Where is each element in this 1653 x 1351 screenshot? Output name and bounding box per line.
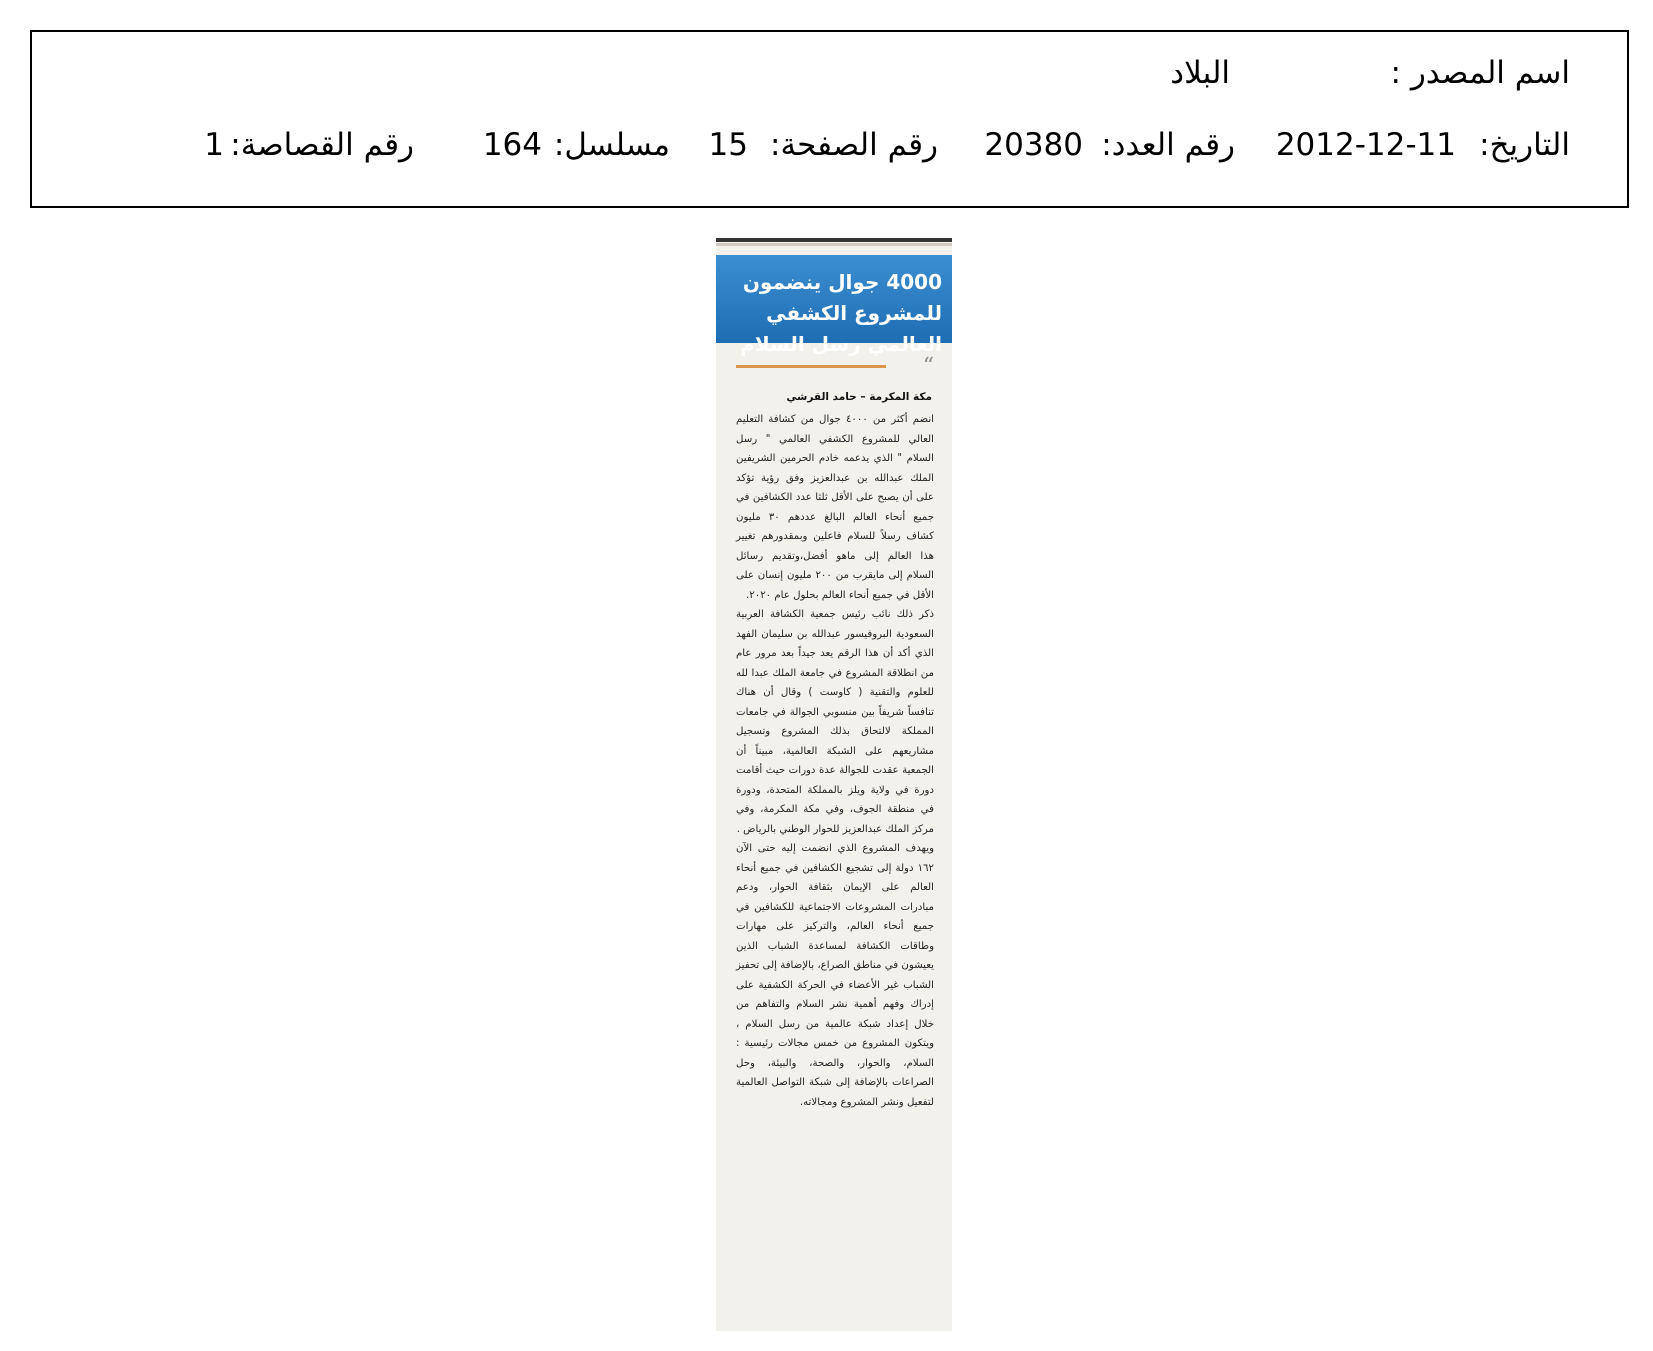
- article-byline: مكة المكرمة – حامد القرشي: [786, 391, 932, 403]
- issue-label: رقم العدد:: [1101, 127, 1235, 163]
- clip-label: رقم القصاصة:: [230, 127, 414, 163]
- page-label: رقم الصفحة:: [770, 127, 938, 163]
- metadata-box: [30, 30, 1629, 208]
- article-paragraph: ذكر ذلك نائب رئيس جمعية الكشافة العربية السعودية البروفيسور عبدالله بن سليمان الفهد الذي أكد أن هذا الرقم يعد جيداً بعد مرور عام من انطلاقة المشروع في جامعة الملك عبدا لله للعلوم والتقنية ( كاوست ) وقال أن هناك تنافساً شريفاً بين منسوبي الجوالة في جامعات المملكة لالتحاق بذلك المشروع وتسجيل مشاريعهم على الشبكة العالمية، مبيناً أن الجمعية عقدت للجوالة عدة دورات حيث أقامت دورة في ولاية ويلز بالمملكة المتحدة، ودورة في منطقة الجوف، وفي مكة المكرمة، وفي مركز الملك عبدالعزيز للحوار الوطني بالرياض .: [736, 609, 934, 835]
- divider-rule: [736, 365, 886, 368]
- issue-value: 20380: [984, 127, 1083, 163]
- article-paragraph: انضم أكثر من ٤٠٠٠ جوال من كشافة التعليم العالي للمشروع الكشفي العالمي " رسل السلام " الذي يدعمه خادم الحرمين الشريفين الملك عبدالله بن عبدالعزيز وفق رؤية تؤكد على أن يصبح على الأقل ثلثا عدد الكشافين في جميع أنحاء العالم البالغ عددهم ٣٠ مليون كشاف رسلاً للسلام فاعلين وبمقدورهم تغيير هذا العالم إلى ماهو أفضل،وتقديم رسائل السلام إلى مايقرب من ٢٠٠ مليون إنسان على الأقل في جميع أنحاء العالم بحلول عام ٢٠٢٠.: [736, 414, 934, 601]
- newspaper-clipping: [716, 238, 952, 1331]
- serial-label: مسلسل:: [553, 127, 670, 163]
- source-value: البلاد: [1170, 55, 1230, 91]
- page-value: 15: [708, 127, 748, 163]
- date-label: التاريخ:: [1479, 127, 1570, 163]
- source-label: اسم المصدر :: [1390, 55, 1570, 91]
- clip-value: 1: [204, 127, 224, 163]
- article-body: [736, 410, 934, 1112]
- clip-top-rule-light: [716, 243, 952, 246]
- headline-band: [716, 255, 952, 356]
- clip-top-rule: [716, 238, 952, 242]
- quote-mark-icon: “: [922, 354, 934, 379]
- article-paragraph: ويهدف المشروع الذي انضمت إليه حتى الآن ١٦٢ دولة إلى تشجيع الكشافين في جميع أنحاء العالم على الإيمان بثقافة الحوار، ودعم مبادرات المشروعات الاجتماعية للكشافين في جميع أنحاء العالم، والتركيز على مهارات وطاقات الكشافة لمساعدة الشباب الذين يعيشون في مناطق الصراع، بالإضافة إلى تحفيز الشباب غير الأعضاء في الحركة الكشفية على إدراك وفهم أهمية نشر السلام والتفاهم من خلال إعداد شبكة عالمية من رسل السلام ، ويتكون المشروع من خمس مجالات رئيسية : السلام، والحوار، والصحة، والبيئة، وحل الصراعات بالإضافة إلى شبكة التواصل العالمية لتفعيل ونشر المشروع ومجالاته.: [736, 843, 934, 1108]
- serial-value: 164: [482, 127, 542, 163]
- article-headline: 4000 جوال ينضمون للمشروع الكشفي العالمي رسل السلام: [740, 270, 942, 356]
- date-value: 2012-12-11: [1275, 127, 1456, 163]
